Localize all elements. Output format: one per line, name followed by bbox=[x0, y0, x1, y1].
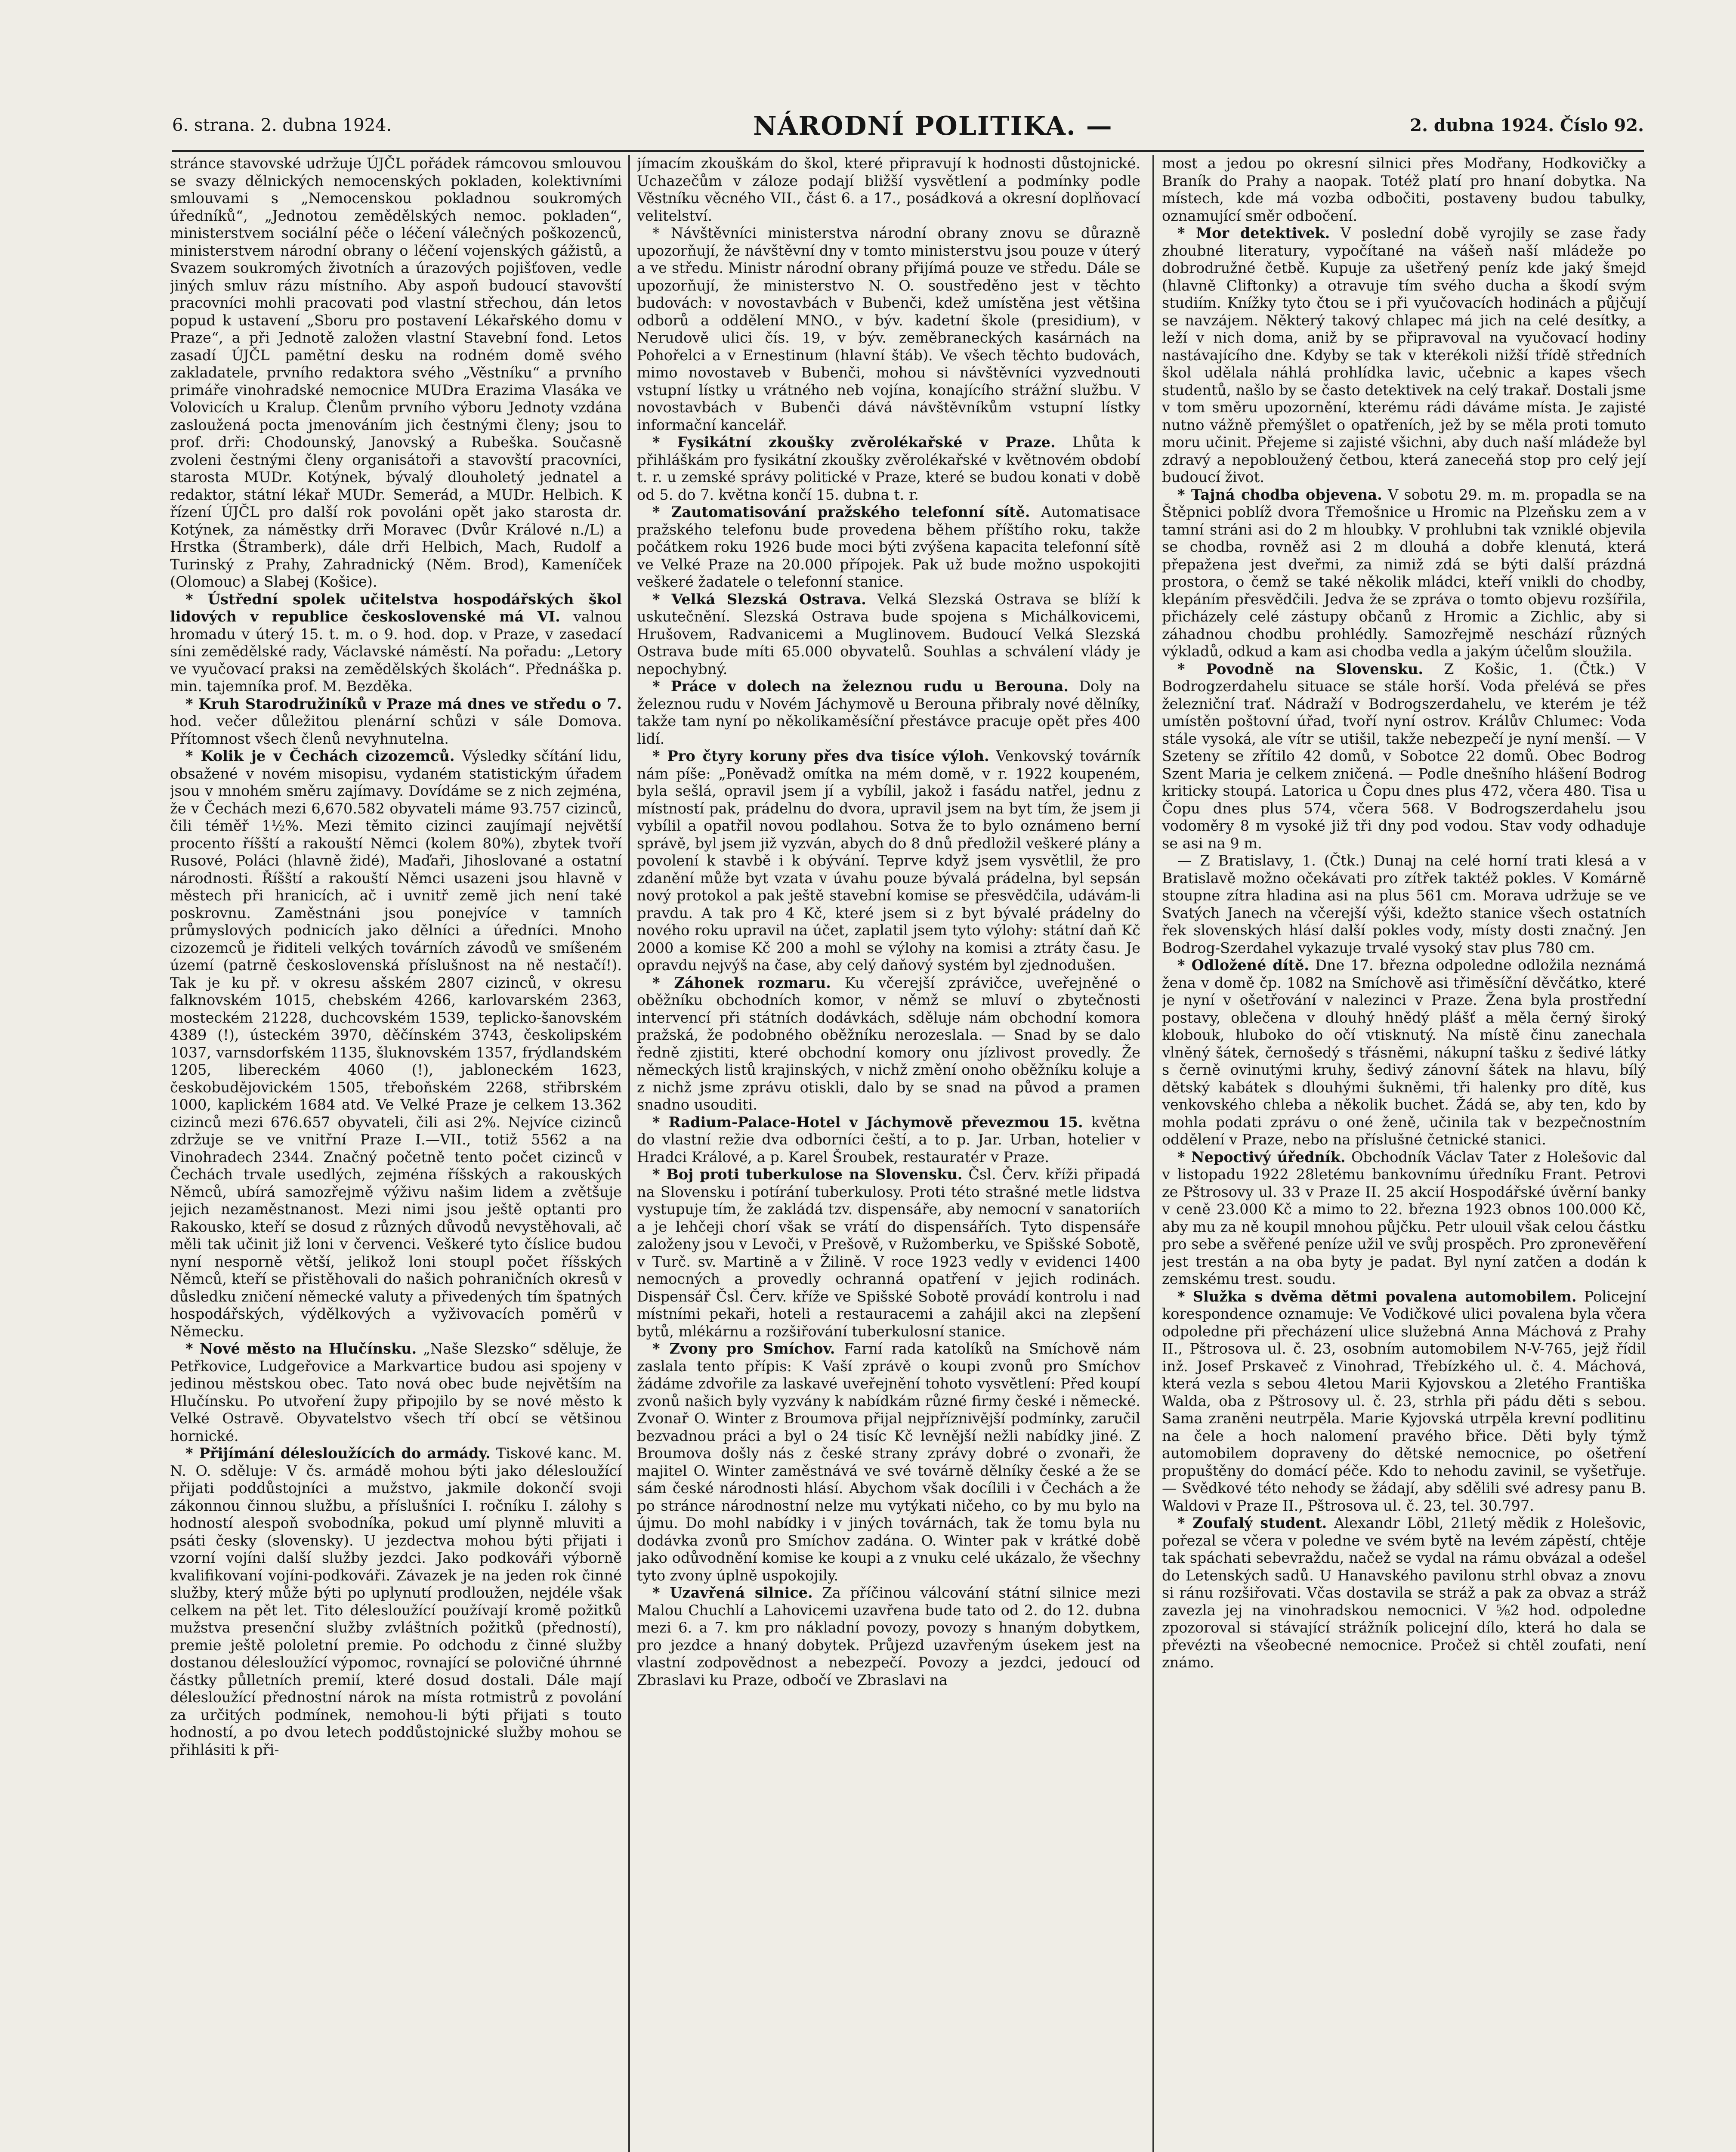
article-paragraph: * Ústřední spolek učitelstva hospodářských škol lidových v republice československé má VI. valnou hromadu v úterý 15. t. m. o 9. hod. dop. v Praze, v zasedací síni zemědělské rady, Václavské náměstí. Na pořadu: „Letory ve vyučovací praksi na zemědělských školách“. Přednáška p. min. tajemníka prof. M. Bezděka. bbox=[170, 591, 622, 695]
column-2 bbox=[637, 155, 1140, 2152]
article-headline: * Fysikátní zkoušky zvěrolékařské v Praze. bbox=[652, 434, 1056, 451]
header-page-number: 6. strana. 2. dubna 1924. bbox=[172, 115, 392, 135]
header-rule bbox=[172, 150, 1644, 152]
article-headline: * Tajná chodba objevena. bbox=[1177, 486, 1382, 503]
article-paragraph: * Přijímání délesloužících do armády. Tiskové kanc. M. N. O. sděluje: V čs. armádě mohou býti jako délesloužící přijati poddůstojníci a mužstvo, jakmile dokončí svoji zákonnou činnou službu, a příslušníci I. ročníku I. zálohy s hodností alespoň svobodníka, pokud umí plynně mluviti a psáti česky (slovensky). U jezdectva mohou býti přijati i vzorní vojíni další služby jezdci. Jako podkováři výborně kvalifikovaní vojíni-podkováři. Závazek je na jeden rok činné služby, který může býti po uplynutí prodloužen, nejdéle však celkem na pět let. Tito délesloužící používají kromě požitků mužstva presenční služby zvláštních požitků (předností), premie ještě pololetní premie. Po odchodu z činné služby dostanou délesloužící výpomoc, rovnající se polovičné úhrnné částky půlletních premií, které dosud dostali. Dále mají délesloužící přednostní nárok na místa rotmistrů z povolání za určitých podmínek, nemohou-li býti přijati s touto hodností, a po dvou letech poddůstojnické služby mohou se přihlásiti k při- bbox=[170, 1445, 622, 1758]
column-divider bbox=[1152, 155, 1154, 2152]
article-paragraph: * Zvony pro Smíchov. Farní rada katolíků na Smíchově nám zaslala tento přípis: K Vaší zprávě o koupi zvonů pro Smíchov žádáme zdvořile za laskavé uveřejnění tohoto vysvětlení: Před koupí zvonů našich byly vyzvány k nabídkám různé firmy české i německé. Zvonař O. Winter z Broumova přijal nejpříznivější podmínky, zaručil bezvadnou práci a byl o 24 tisíc Kč levnější nežli nabídky jiné. Z Broumova došly nás z české strany zprávy dobré o zvonaři, že majitel O. Winter zaměstnává ve své továrně dělníky české a že se sám české národnosti hlásí. Abychom však docílili i v Čechách a že po stránce národnostní nelze mu vytýkati ničeho, co by mu bylo na újmu. Do mohl nabídky i v jiných továrnách, tak že tomu byla nu dodávka zvonů pro Smíchov zadána. O. Winter pak v krátké době jako odůvodnění komise ke koupi a z vnuku celé ukázalo, že všechny tyto zvony úplně uspokojily. bbox=[637, 1340, 1140, 1584]
article-headline: * Velká Slezská Ostrava. bbox=[652, 591, 866, 608]
article-headline: * Práce v dolech na železnou rudu u Berouna. bbox=[652, 678, 1069, 695]
article-paragraph: * Uzavřená silnice. Za příčinou válcování státní silnice mezi Malou Chuchlí a Lahovicemi uzavřena bude tato od 2. do 12. dubna mezi 6. a 7. km pro nákladní povozy, povozy s hnaným dobytkem, pro jezdce a hnaný dobytek. Průjezd uzavřeným úsekem jest na vlastní zodpovědnost a nebezpečí. Povozy a jezdci, jedoucí od Zbraslavi ku Praze, odbočí ve Zbraslavi na bbox=[637, 1584, 1140, 1688]
article-headline: * Kruh Starodružiníků v Praze má dnes ve středu o 7. bbox=[185, 695, 622, 712]
article-paragraph: stránce stavovské udržuje ÚJČL pořádek rámcovou smlouvou se svazy dělnických nemocenských pokladen, kolektivními smlouvami s „Nemocenskou pokladnou soukromých úředníků“, „Jednotou zemědělských nemoc. pokladen“, ministerstvem sociální péče o léčení válečných poškozenců, ministerstvem národní obrany o léčení vojenských gážistů, a Svazem soukromých životních a úrazových pojišťoven, vedle jiných smluv rázu místního. Aby aspoň budoucí stavovští pracovníci mohli pracovati pod vlastní střechou, dán letos popud k ustavení „Sboru pro postavení Lékařského domu v Praze“, a při Jednotě založen vlastní Stavební fond. Letos zasadí ÚJČL pamětní desku na rodném domě svého zakladatele, prvního redaktora svého „Věstníku“ a prvního primáře vinohradské nemocnice MUDra Erazima Vlasáka ve Volovicích u Kralup. Členům prvního výboru Jednoty vzdána zasloužená pocta jmenováním jich čestnými členy; jsou to prof. drři: Chodounský, Janovský a Rubeška. Současně zvoleni čestnými členy organisátoři a stavovští pracovníci, starosta MUDr. Kotýnek, bývalý dlouholetý jednatel a redaktor, státní lékař MUDr. Semerád, a MUDr. Helbich. K řízení ÚJČL pro další rok povoláni opět jako starosta dr. Kotýnek, za náměstky drři Moravec (Dvůr Králové n./L) a Hrstka (Štramberk), dále drři Helbich, Mach, Rudolf a Turinský z Prahy, Zahradnický (Něm. Brod), Kameníček (Olomouc) a Slabej (Košice). bbox=[170, 155, 622, 590]
article-paragraph: * Nepoctivý úředník. Obchodník Václav Tater z Holešovic dal v listopadu 1922 28letému bankovnímu úředníku Frant. Petrovi ze Pštrosovy ul. 33 v Praze II. 25 akcií Hospodářské úvěrní banky v ceně 23.000 Kč a mimo to 22. března 1923 obnos 100.000 Kč, aby mu za ně koupil mnohou půjčku. Petr ulouil však celou částku pro sebe a svěřené peníze užil ve svůj prospěch. Pro zpronevěření jest trestán a na oba byty je padat. Byl nyní zatčen a dodán k zemskému trest. soudu. bbox=[1162, 1148, 1646, 1287]
article-paragraph: — Z Bratislavy, 1. (Čtk.) Dunaj na celé horní trati klesá a v Bratislavě možno očekávati pro zítřek taktéž pokles. V Komárně stoupne zítra hladina asi na plus 561 cm. Morava udržuje se ve Svatých Janech na včerejší výši, kdežto stanice všech ostatních řek slovenských hlásí další pokles vody, místy dosti značný. Jen Bodrog-Szerdahel vykazuje trvalé vysoký stav plus 780 cm. bbox=[1162, 852, 1646, 956]
article-paragraph: * Radium-Palace-Hotel v Jáchymově převezmou 15. května do vlastní režie dva odborníci čeští, a to p. Jar. Urban, hotelier v Hradci Králové, a p. Karel Šroubek, restauratér v Praze. bbox=[637, 1113, 1140, 1166]
article-paragraph: most a jedou po okresní silnici přes Modřany, Hodkovičky a Braník do Prahy a naopak. Totéž platí pro hnaní dobytka. Na místech, kde má vozba odbočiti, postaveny budou tabulky, oznamující směr odbočení. bbox=[1162, 155, 1646, 224]
article-headline: * Pro čtyry koruny přes dva tisíce výloh. bbox=[652, 748, 989, 764]
article-paragraph: * Velká Slezská Ostrava. Velká Slezská Ostrava se blíží k uskutečnění. Slezská Ostrava bude spojena s Michálkovicemi, Hrušovem, Radvanicemi a Muglinovem. Budoucí Velká Slezská Ostrava bude míti 65.000 obyvatelů. Souhlas a schválení vlády je nepochybný. bbox=[637, 591, 1140, 677]
article-headline: * Zautomatisování pražského telefonní sítě. bbox=[652, 504, 1030, 520]
page-header bbox=[172, 111, 1644, 150]
article-headline: * Kolik je v Čechách cizozemců. bbox=[185, 748, 455, 764]
article-paragraph: * Kruh Starodružiníků v Praze má dnes ve středu o 7. hod. večer důležitou plenární schůzi v sále Domova. Přítomnost všech členů nevyhnutelna. bbox=[170, 695, 622, 747]
article-headline: * Radium-Palace-Hotel v Jáchymově převezmou 15. bbox=[652, 1113, 1083, 1131]
article-headline: * Přijímání délesloužících do armády. bbox=[185, 1445, 491, 1462]
article-headline: * Mor detektivek. bbox=[1177, 225, 1330, 241]
article-headline: * Nové město na Hlučínsku. bbox=[185, 1340, 417, 1357]
article-paragraph: * Fysikátní zkoušky zvěrolékařské v Praze. Lhůta k přihláškám pro fysikátní zkoušky zvěrolékařské v květnovém období t. r. u zemské správy politické v Praze, které se budou konati v době od 5. do 7. května končí 15. dubna t. r. bbox=[637, 434, 1140, 503]
article-paragraph: jímacím zkouškám do škol, které připravují k hodnosti důstojnické. Uchazečům v záloze podají bližší vysvětlení a podmínky podle Věstníku věcného VII., část 6. a 17., posádková a okresní doplňovací velitelství. bbox=[637, 155, 1140, 224]
article-paragraph: * Zautomatisování pražského telefonní sítě. Automatisace pražského telefonu bude provedena během příštího roku, takže počátkem roku 1926 bude moci býti zvýšena kapacita telefonní sítě ve Velké Praze na 20.000 přípojek. Pak už bude možno uspokojiti veškeré žadatele o telefonní stanice. bbox=[637, 504, 1140, 590]
article-paragraph: * Pro čtyry koruny přes dva tisíce výloh. Venkovský továrník nám píše: „Poněvadž omítka na mém domě, v r. 1922 koupeném, byla sešlá, opravil jsem jí a vybílil, jakož i fasádu natřel, jednu z místností pak, prádelnu do dvora, upravil jsem na byt tím, že jsem ji vybílil a opatřil novou podlahou. Sotva že to bylo oznámeno berní správě, byl jsem již vyzván, abych do 8 dnů předložil veškeré plány a povolení k stavbě i k obývání. Teprve když jsem vysvětlil, že pro zdanění může byt vzata v úvahu pouze bývalá prádelna, byl sepsán nový protokol a pak ještě stavební komise se přesvědčila, udávám-li pravdu. A tak pro 4 Kč, které jsem si z byt bývalé prádelny do nového roku upravil na účet, zaplatil jsem tyto výlohy: státní daň Kč 2000 a komise Kč 200 a mohl se výlohy na komisi a ztráty času. Je opravdu nejvýš na čase, aby celý daňový systém byl zjednodušen. bbox=[637, 748, 1140, 974]
article-headline: * Odložené dítě. bbox=[1177, 957, 1309, 974]
article-paragraph: * Služka s dvěma dětmi povalena automobilem. Policejní korespondence oznamuje: Ve Vodičkové ulici povalena byla včera odpoledne při přecházení ulice služebná Anna Máchová z Prahy II., Pštrosova ul. č. 23, osobním automobilem N-V-765, jejž řídil inž. Josef Prskaveč z Vinohrad, Třebízkého ul. č. 4. Máchová, která vezla s sebou 4letou Marii Kyjovskou a 2letého Františka Walda, oba z Pštrosovy ul. č. 23, strhla při pádu děti s sebou. Sama zraněni neutrpěla. Marie Kyjovská utrpěla krevní podlitinu na čele a hoch nalomení pravého břice. Děti byly týmž automobilem dopraveny do dětské nemocnice, po ošetření propuštěny do domácí péče. Kdo to nehodu zavinil, se vyšetřuje. — Svědkové této nehody se žádají, aby sdělili své adresy panu B. Waldovi v Praze II., Pštrosova ul. č. 23, tel. 30.797. bbox=[1162, 1288, 1646, 1514]
article-paragraph: * Práce v dolech na železnou rudu u Berouna. Doly na železnou rudu v Novém Jáchymově u Berouna přibraly nové dělníky, takže tam nyní po několikaměsíční přestávce pracuje opět přes 400 lidí. bbox=[637, 678, 1140, 747]
article-headline: * Služka s dvěma dětmi povalena automobilem. bbox=[1177, 1288, 1577, 1305]
article-headline: * Nepoctivý úředník. bbox=[1177, 1148, 1346, 1166]
article-headline: * Boj proti tuberkulose na Slovensku. bbox=[652, 1166, 963, 1183]
column-3 bbox=[1162, 155, 1646, 2152]
masthead-title: NÁRODNÍ POLITIKA. — bbox=[753, 111, 1113, 141]
article-paragraph: * Nové město na Hlučínsku. „Naše Slezsko“ sděluje, že Petřkovice, Ludgeřovice a Markvartice budou asi spojeny v jedinou městskou obec. Tato nová obec bude největším na Hlučínsku. Po utvoření župy připojilo by se nové město k Velké Ostravě. Obyvatelstvo všech tří obcí se většinou hornické. bbox=[170, 1340, 622, 1444]
article-paragraph: * Návštěvníci ministerstva národní obrany znovu se důrazně upozorňují, že návštěvní dny v tomto ministerstvu jsou pouze v úterý a ve středu. Ministr národní obrany přijímá pouze ve středu. Dále se upozorňují, že ministerstvo N. O. soustředěno jest v těchto budovách: v novostavbách v Bubenči, kdež umístěna jest většina odborů a oddělení MNO., v býv. kadetní škole (presidium), v Nerudově ulici čís. 19, v býv. zeměbraneckých kasárnách na Pohořelci a v Ernestinum (hlavní štáb). Ve všech těchto budovách, mimo novostaveb v Bubenči, mohou si návštěvníci vyzvednouti vstupní lístky u vrátného neb vojína, konajícího strážní službu. V novostavbách v Bubenči dává návštěvníkům vstupní lístky informační kancelář. bbox=[637, 225, 1140, 433]
article-paragraph: * Povodně na Slovensku. Z Košic, 1. (Čtk.) V Bodrogzerdahelu situace se stále horší. Voda přelévá se přes železniční trať. Nádraží v Bodrogszerdahelu, ve kterém je též umístěn poštovní úřad, tvoří nyní ostrov. Králův Chlumec: Voda stále vysoká, ale vítr se utišil, takže nebezpečí je nyní menší. — V Szeteny se zřítilo 42 domů, v Sobotce 22 domů. Obec Bodrog Szent Maria je celkem zničená. — Podle dnešního hlášení Bodrog kriticky stoupá. Latorica u Čopu dnes plus 472, včera 480. Tisa u Čopu dnes plus 574, včera 568. V Bodrogszerdahelu jsou vodoměry 8 m vysoké již tři dny pod vodou. Stav vody odhaduje se asi na 9 m. bbox=[1162, 660, 1646, 852]
column-divider bbox=[628, 155, 630, 2152]
article-headline: * Zvony pro Smíchov. bbox=[652, 1340, 835, 1357]
article-paragraph: * Zoufalý student. Alexandr Löbl, 21letý mědik z Holešovic, pořezal se včera v poledne ve svém bytě na levém zápěstí, chtěje tak spáchati sebevraždu, načež se vydal na rámu obvázal a odešel do Letenských sadů. U Hanavského pavilonu strhl obvaz a znovu si ránu rozšiřovati. Včas dostavila se stráž a pak za obvaz a stráž zavezla jej na vinohradskou nemocnici. V ⅝2 hod. odpoledne zpozoroval si stávající strážník policejní dílo, která ho dala se převézti na všeobecné nemocnice. Pročež si chtěl zoufati, není známo. bbox=[1162, 1515, 1646, 1671]
column-1 bbox=[170, 155, 622, 2152]
article-headline: * Ústřední spolek učitelstva hospodářských škol lidových v republice československé má VI. bbox=[170, 591, 622, 625]
article-headline: * Záhonek rozmaru. bbox=[652, 974, 831, 991]
article-paragraph: * Záhonek rozmaru. Ku včerejší zprávičce, uveřejněné o oběžníku obchodních komor, v němž se mluví o zbytečnosti intervencí při státních dodávkách, sděluje nám obchodní komora pražská, že podobného oběžníku nerozeslala. — Snad by se dalo ředně zjistiti, které obchodní komory onu jízlivost provedly. Že německých listů krajinských, v nichž změní onoho oběžníku koluje a z nichž jsme zprávu otiskli, dalo by se snad na původ a pramen snadno usouditi. bbox=[637, 974, 1140, 1113]
article-paragraph: * Boj proti tuberkulose na Slovensku. Čsl. Červ. kříži připadá na Slovensku i potírání tuberkulosy. Proti této strašné metle lidstva vystupuje tím, že zakládá tzv. dispensáře, aby nemocní v sanatoriích a je lehčeji chorí však se vrátí do dispensářích. Tyto dispensáře založeny jsou v Levoči, v Prešově, v Ružomberku, ve Spišské Sobotě, v Turč. sv. Martině a v Žilině. V roce 1923 vedly v evidenci 1400 nemocných a provedly ochranná opatření v jejich rodinách. Dispensář Čsl. Červ. kříže ve Spišské Sobotě provádí kontrolu i nad místními pekaři, hoteli a restauracemi a zahájil akci na zlepšení bytů, mlékárnu a rozšiřování tuberkulosní stanice. bbox=[637, 1166, 1140, 1340]
article-headline: * Povodně na Slovensku. bbox=[1177, 660, 1424, 677]
article-paragraph: * Tajná chodba objevena. V sobotu 29. m. m. propadla se na Štěpnici poblíž dvora Třemošnice u Hromic na Plzeňsku zem a v tamní stráni asi do 2 m hloubky. V prohlubni tak vzniklé objevila se chodba, rovněž asi 2 m dlouhá a dobře klenutá, která přepažena jest dveřmi, za nimiž zdá se býti další prázdná prostora, o čemž se také několik mládci, kteří vnikli do chodby, klepáním přesvědčili. Jedva že se zpráva o tomto objevu rozšířila, přicházely celé zástupy občanů z Hromic a Zichlic, aby si záhadnou chodbu prohlédly. Samozřejmě neschází různých výkladů, odkud a kam asi chodba vedla a jakým účelům sloužila. bbox=[1162, 486, 1646, 660]
article-paragraph: * Kolik je v Čechách cizozemců. Výsledky sčítání lidu, obsažené v novém misopisu, vydaném statistickým úřadem jsou v mnohém směru zajímavy. Dovídáme se z nich zejména, že v Čechách mezi 6,670.582 obyvateli máme 93.757 cizinců, čili téměř 1½%. Mezi těmito cizinci zaujímají největší procento říšští a rakouští Němci (kolem 80%), zbytek tvoří Rusové, Poláci (hlavně židé), Maďaři, Jihoslované a ostatní národnosti. Říšští a rakouští Němci usazeni jsou hlavně v městech při hranicích, ač i uvnitř země jich není také poskrovnu. Zaměstnáni jsou ponejvíce v tamních průmyslových podnicích jako dělníci a úředníci. Mnoho cizozemců je řiditeli velkých továrních závodů ve smíšeném území (patrně československá příslušnost na ně nestačí!). Tak je ku př. v okresu ašském 2807 cizinců, v okresu falknovském 1015, chebském 4266, karlovarském 2363, mosteckém 21228, duchcovském 1539, teplicko-šanovském 4389 (!), ústeckém 3970, děčínském 3743, českolipském 1037, varnsdorfském 1135, šluknovském 1357, frýdlandském 1205, libereckém 4060 (!), jabloneckém 1623, českobudějovickém 1505, třeboňském 2268, střibrském 1000, kaplickém 1684 atd. Ve Velké Praze je celkem 13.362 cizinců mezi 676.657 obyvateli, čili asi 2%. Nejvíce cizinců zdržuje se ve vnitřní Praze I.—VII., totiž 5562 a na Vinohradech 2344. Značný početně tento počet cizinců v Čechách trvale usedlých, zejména říšských a rakouských Němců, ubírá samozřejmě výživu našim lidem a zvětšuje jejich nezaměstnanost. Mezi nimi jsou ještě optanti pro Rakousko, kteří se dosud z různých důvodů nevystěhovali, ač měli tak učinit již loni v červenci. Veškeré tyto číslice budou nyní nesporně větší, jelikož loni stoupl počet říšských Němců, kteří se přistěhovali do našich pohraničních okresů v důsledku zničení německé valuty a přivedených tím špatných hospodářských, výdělkových a vyživovacích poměrů v Německu. bbox=[170, 748, 622, 1340]
article-paragraph: * Odložené dítě. Dne 17. března odpoledne odložila neznámá žena v domě čp. 1082 na Smíchově asi třiměsíční děvčátko, které je nyní v ošetřování v nalezinci v Praze. Žena byla prostřední postavy, oblečena v dlouhý hnědý plášť a měla černý široký klobouk, hluboko do očí vtisknutý. Na místě činu zanechala vlněný šátek, černošedý s třásněmi, nákupní tašku z šedivé látky s černě ovinutými kruhy, šedivý zánovní šátek na hlavu, bílý dětský kabátek s dlouhými šukněmi, tři halenky pro dítě, kus venkovského chleba a několik buchet. Žádá se, aby ten, kdo by mohla podati zprávu o oné ženě, učinila tak v bezpečnostním oddělení v Praze, nebo na příslušné četnické stanici. bbox=[1162, 957, 1646, 1148]
article-paragraph: * Mor detektivek. V poslední době vyrojily se zase řady zhoubné literatury, vypočítané na vášeň naší mládeže po dobrodružné četbě. Kupuje za ušetřený peníz kde jaký šmejd (hlavně Cliftonky) a otravuje tím svého ducha a škodí svým studiím. Knížky tyto čtou se i při vyučovacích hodinách a půjčují se navzájem. Některý takový chlapec má jich na celé desítky, a leží v nich doma, aniž by se připravoval na vyučovací hodiny nastávajícího dne. Kdyby se tak v kterékoli nižší třídě středních škol udělala náhlá prohlídka lavic, učebnic a kapes všech studentů, našlo by se často detektivek na celý trakař. Dostali jsme v tom směru upozornění, kterému rádi dáváme místa. Je zajisté nutno vážně přemýšlet o opatřeních, jež by se měla proti tomuto moru učinit. Přejeme si zajisté všichni, aby duch naší mládeže byl zdravý a nepobloužený četbou, která zaneceňá stop pro celý její budoucí život. bbox=[1162, 225, 1646, 485]
article-headline: * Zoufalý student. bbox=[1177, 1515, 1327, 1531]
header-issue-date: 2. dubna 1924. Číslo 92. bbox=[1410, 115, 1644, 136]
article-headline: * Uzavřená silnice. bbox=[652, 1584, 813, 1601]
